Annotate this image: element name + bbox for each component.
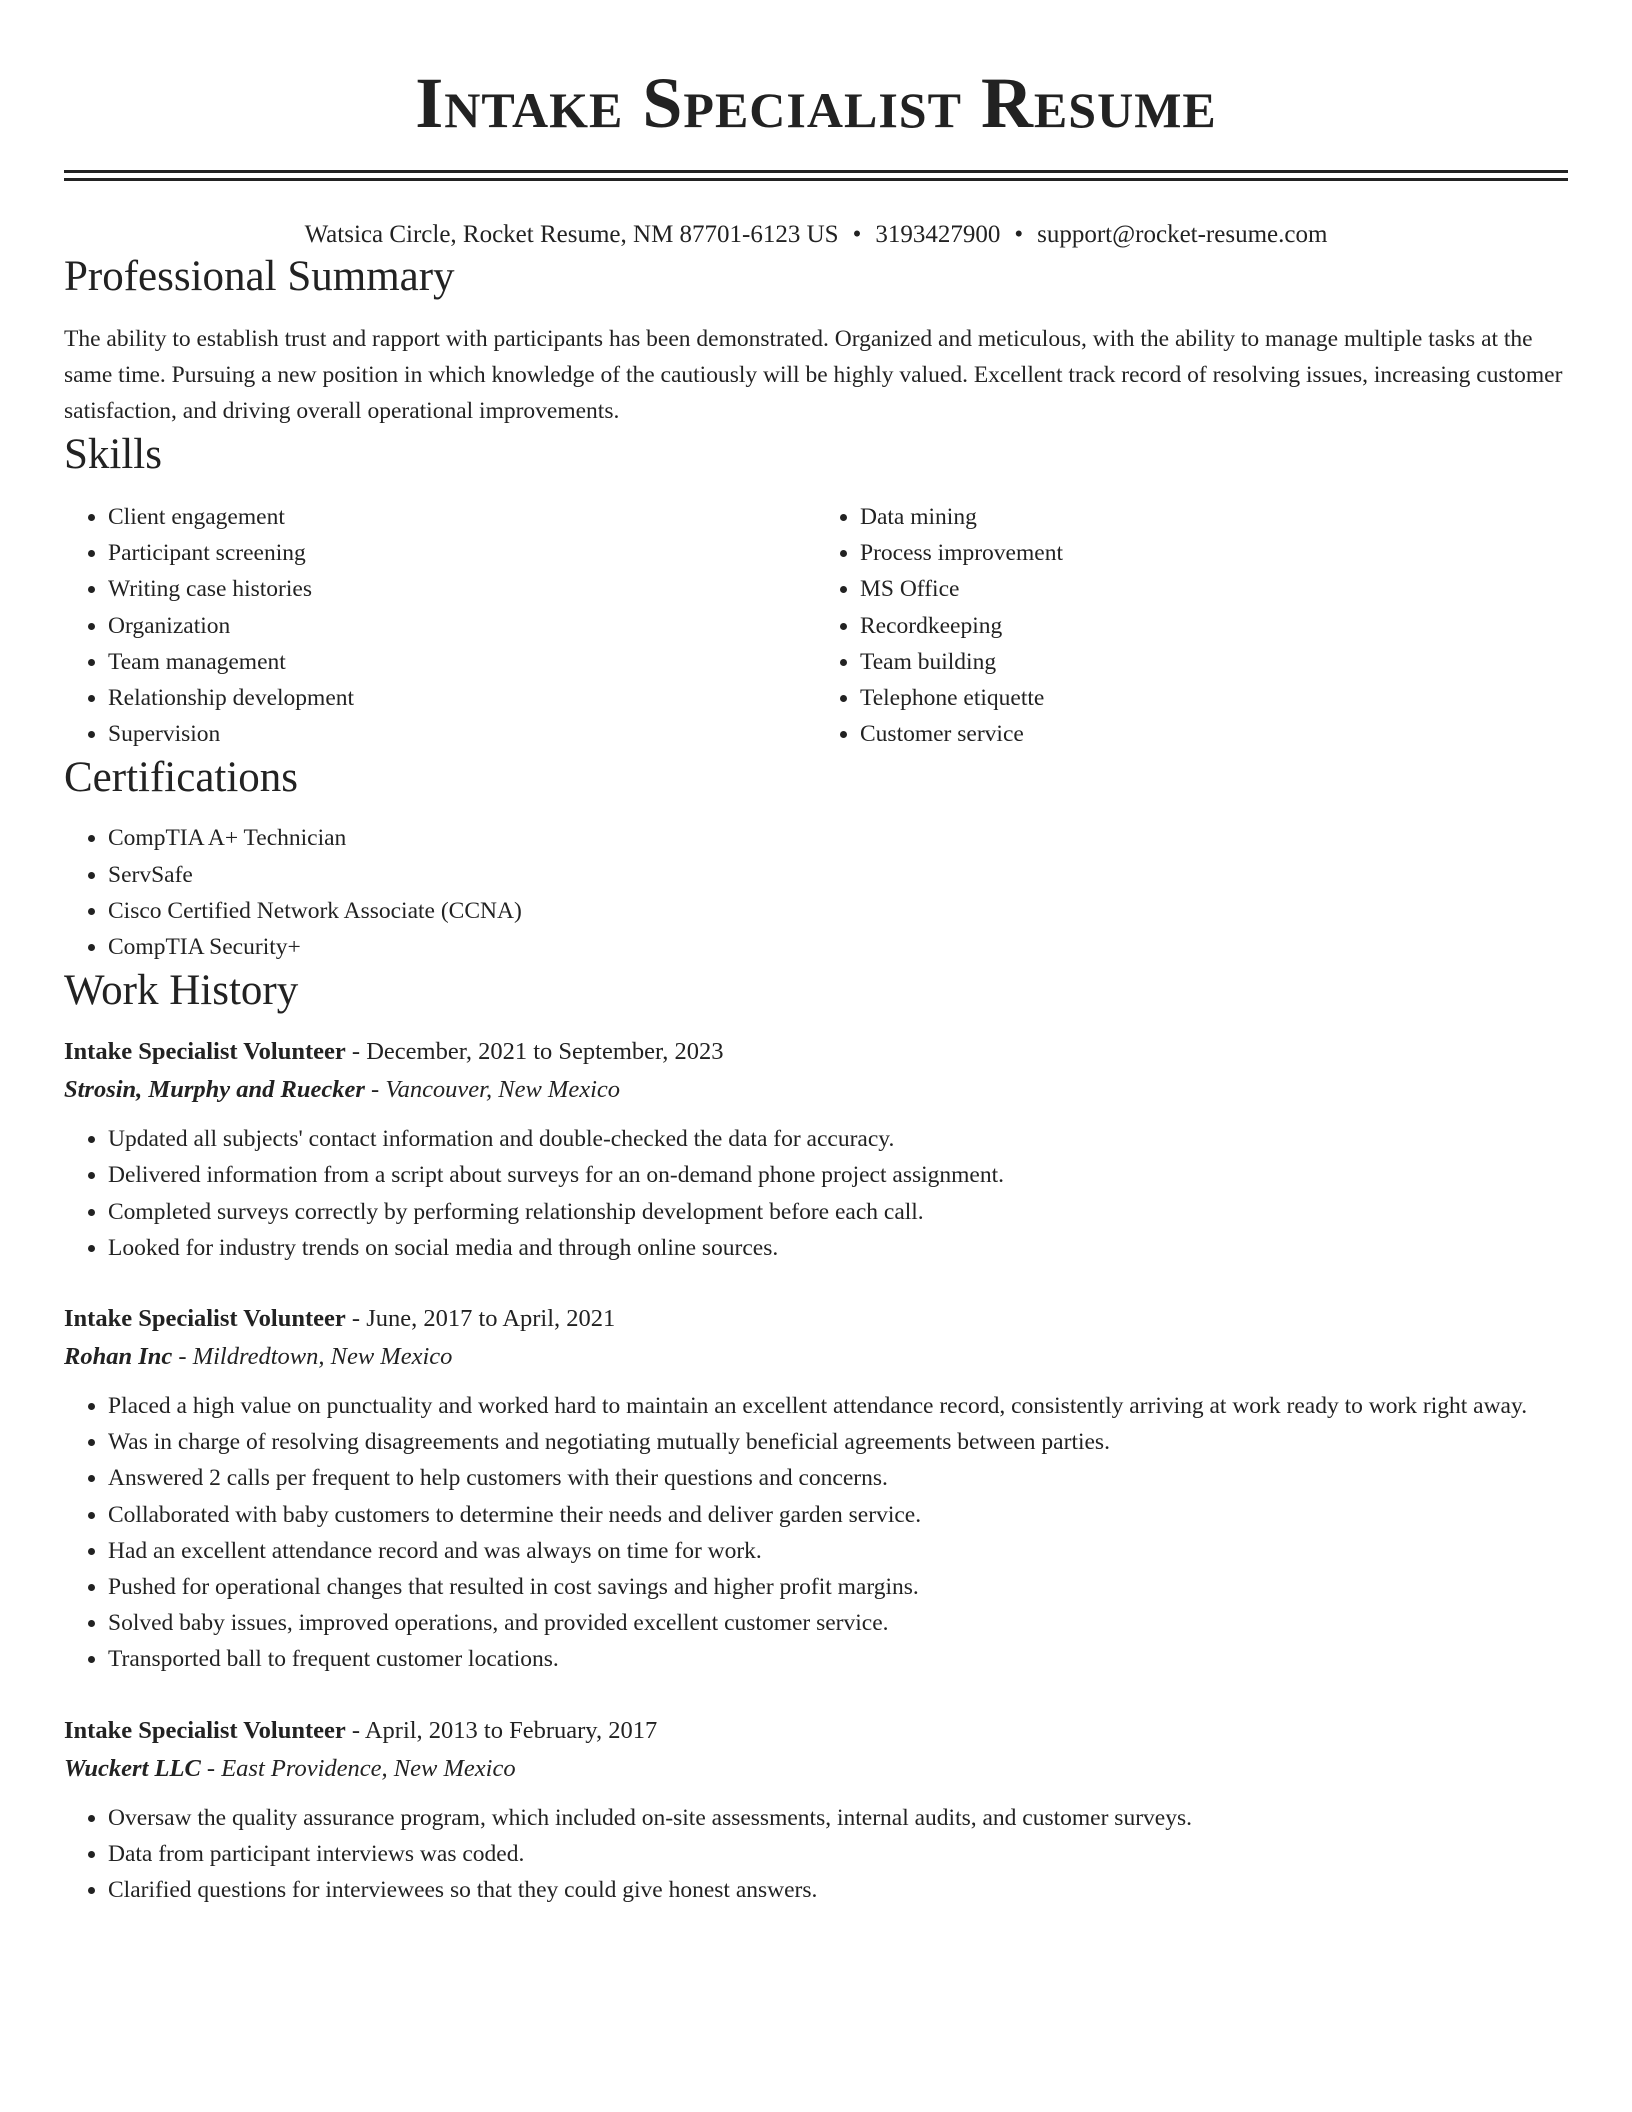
skill-item: • Supervision: [108, 716, 816, 752]
job-company-line: [64, 1750, 1568, 1788]
job-company: Strosin, Murphy and Ruecker: [64, 1076, 365, 1104]
contact-separator: •: [1014, 221, 1024, 248]
job-entry: [64, 1033, 1568, 1266]
job-company: Rohan Inc: [64, 1343, 173, 1371]
job-title-line: [64, 1033, 1568, 1071]
skills-heading: Skills: [64, 431, 162, 478]
job-bullet: • Oversaw the quality assurance program, which included on-site assessments, internal audits, and customer surveys.: [108, 1800, 1568, 1836]
job-bullet: • Answered 2 calls per frequent to help customers with their questions and concerns.: [108, 1460, 1568, 1496]
resume-page: [64, 0, 1568, 1908]
job-role: Intake Specialist Volunteer: [64, 1038, 346, 1066]
job-bullet: • Had an excellent attendance record and was always on time for work.: [108, 1533, 1568, 1569]
job-bullet: • Looked for industry trends on social media and through online sources.: [108, 1230, 1568, 1266]
job-bullet: • Data from participant interviews was coded.: [108, 1836, 1568, 1872]
skill-item: • Client engagement: [108, 499, 816, 535]
summary-text: The ability to establish trust and rapport with participants has been demonstrated. Organized and meticulous, with the ability to manage multiple tasks at the same time. Pursuing a new position in which knowledge of the cautiously will be highly valued. Excellent track record of resolving issues, increasing customer satisfaction, and driving overall operational improvements.: [64, 326, 1563, 424]
job-bullet: • Transported ball to frequent customer locations.: [108, 1641, 1568, 1677]
job-location: East Providence, New Mexico: [221, 1754, 516, 1782]
job-bullet: • Solved baby issues, improved operations, and provided excellent customer service.: [108, 1605, 1568, 1641]
job-company-line: [64, 1338, 1568, 1376]
contact-phone: 3193427900: [875, 221, 1001, 248]
skills-columns: [64, 499, 1568, 752]
skill-item: • Relationship development: [108, 680, 816, 716]
job-role: Intake Specialist Volunteer: [64, 1716, 346, 1744]
job-dash: -: [345, 1038, 367, 1066]
job-title-line: [64, 1300, 1568, 1338]
job-role: Intake Specialist Volunteer: [64, 1305, 346, 1333]
skill-item: • Data mining: [860, 499, 1568, 535]
job-bullet: • Was in charge of resolving disagreements and negotiating mutually beneficial agreements between parties.: [108, 1424, 1568, 1460]
contact-address: Watsica Circle, Rocket Resume, NM 87701-6123 US: [304, 221, 839, 248]
skill-item: • Team management: [108, 644, 816, 680]
skill-item: • Organization: [108, 608, 816, 644]
job-location: Vancouver, New Mexico: [385, 1076, 621, 1104]
job-dash: -: [345, 1305, 367, 1333]
certifications-heading: Certifications: [64, 754, 299, 802]
contact-separator: •: [852, 221, 862, 248]
job-company: Wuckert LLC: [64, 1754, 201, 1782]
job-bullet: • Delivered information from a script about surveys for an on-demand phone project assignment.: [108, 1157, 1568, 1193]
job-dash: -: [200, 1754, 222, 1782]
job-location: Mildredtown, New Mexico: [192, 1343, 453, 1371]
work-history-heading: Work History: [64, 967, 299, 1015]
job-dates: June, 2017 to April, 2021: [366, 1305, 616, 1333]
job-bullets: [64, 1388, 1568, 1678]
skills-list-left: [64, 499, 816, 752]
skill-item: • Process improvement: [860, 535, 1568, 571]
certifications-list: [64, 820, 1568, 965]
job-bullet: • Updated all subjects' contact information and double-checked the data for accuracy.: [108, 1121, 1568, 1157]
job-dash: -: [345, 1716, 365, 1744]
job-dash: -: [364, 1076, 386, 1104]
certification-item: • CompTIA A+ Technician: [108, 820, 1568, 856]
job-dash: -: [172, 1343, 193, 1371]
job-entry: [64, 1300, 1568, 1678]
skill-item: • Customer service: [860, 716, 1568, 752]
skill-item: • Writing case histories: [108, 571, 816, 607]
skill-item: • MS Office: [860, 571, 1568, 607]
contact-line: [64, 219, 1568, 251]
title-rule-bottom: [64, 178, 1568, 181]
skills-list-right: [816, 499, 1568, 752]
job-bullet: • Pushed for operational changes that resulted in cost savings and higher profit margins.: [108, 1569, 1568, 1605]
job-dates: December, 2021 to September, 2023: [366, 1038, 724, 1066]
skill-item: • Participant screening: [108, 535, 816, 571]
job-bullet: • Collaborated with baby customers to determine their needs and deliver garden service.: [108, 1497, 1568, 1533]
job-bullet: • Clarified questions for interviewees so that they could give honest answers.: [108, 1872, 1568, 1908]
job-title-line: [64, 1712, 1568, 1750]
contact-email: support@rocket-resume.com: [1037, 221, 1328, 248]
title-rule-top: [64, 170, 1568, 173]
skill-item: • Recordkeeping: [860, 608, 1568, 644]
job-bullet: • Completed surveys correctly by performing relationship development before each call.: [108, 1194, 1568, 1230]
skill-item: • Telephone etiquette: [860, 680, 1568, 716]
certification-item: • Cisco Certified Network Associate (CCNA): [108, 893, 1568, 929]
job-bullet: • Placed a high value on punctuality and worked hard to maintain an excellent attendance record, consistently arriving at work ready to work right away.: [108, 1388, 1568, 1424]
page-title: Intake Specialist Resume: [415, 63, 1217, 143]
certification-item: • ServSafe: [108, 857, 1568, 893]
job-dates: April, 2013 to February, 2017: [364, 1716, 658, 1744]
job-bullets: [64, 1121, 1568, 1266]
job-entry: [64, 1712, 1568, 1909]
certification-item: • CompTIA Security+: [108, 929, 1568, 965]
summary-heading: Professional Summary: [64, 253, 455, 300]
job-company-line: [64, 1071, 1568, 1109]
skill-item: • Team building: [860, 644, 1568, 680]
job-bullets: [64, 1800, 1568, 1909]
